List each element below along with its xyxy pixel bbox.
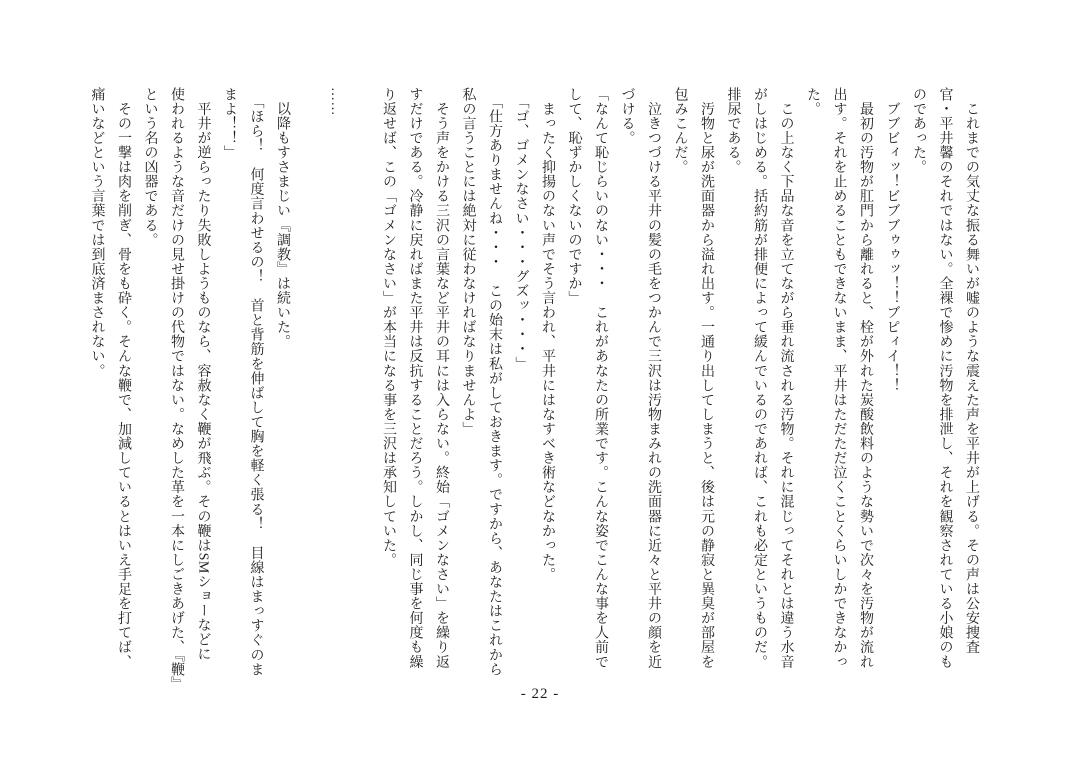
page-number: - 22 -	[520, 686, 560, 702]
text-line-14: づける。	[619, 87, 635, 146]
text-line-5: 最初の汚物が肛門から離れると、栓が外れた炭酸飲料のような勢いで次々を汚物が流れ	[858, 87, 873, 669]
text-line-23: り返せば、この「ゴメンなさい」が本当になる事を三沢は承知していた。	[381, 87, 396, 568]
text-line-22: すだけである。冷静に戻ればまた平井は反抗することだろう。しかし、同じ事を何度も繰	[407, 87, 423, 669]
text-line-27: 以降もすさまじい『調教』は続いた。	[275, 87, 290, 349]
text-line-28: 「ほら！ 何度言わせるの！ 首と背筋を伸ばして胸を軽く張る！ 目線はまっすぐのま	[248, 87, 264, 677]
text-line-29: まよ！！」	[222, 87, 237, 160]
text-line-6: 出す。それを止めることもできないまま、平井はただただ泣くことくらいしかできなかっ	[831, 87, 847, 669]
text-line-4: ブブビィッ！ビブブゥゥッ！！ブピィイ！！	[884, 87, 900, 393]
text-line-2: 官・平井馨のそれではない。全裸で惨めに汚物を排泄し、それを観察されている小娘のも	[937, 87, 953, 669]
text-line-15: 「なんて恥じらいのない・・・ これがあなたの所業です。こんな姿でこんな事を人前で	[593, 87, 608, 669]
text-line-18: 「ゴ、ゴメンなさい・・・グズッ・・・」	[513, 87, 529, 371]
text-line-31: 使われるような音だけの見せ掛けの代物ではない。なめした革を一本にしごきあげた、『鞭』	[169, 87, 184, 692]
text-line-20: 私の言うことには絶対に従わなければなりませんよ」	[460, 87, 476, 437]
text-line-16: して、恥ずかしくないのですか」	[566, 87, 582, 306]
blank-column	[295, 87, 322, 671]
text-line-7: た。	[805, 87, 820, 117]
blank-column	[348, 87, 375, 671]
text-line-19: 「仕方ありませんね・・・ この始末は私がしておきます。ですから、あなたはこれから	[487, 87, 502, 677]
text-line-3: のであった。	[911, 87, 926, 175]
text-line-10: 排尿である。	[725, 87, 741, 175]
text-line-1: これまでの気丈な振る舞いが嘘のような震えた声を平井が上げる。その声は公安捜査	[964, 87, 979, 655]
text-body	[79, 87, 984, 692]
text-line-21: そう声をかける三沢の言葉など平井の耳には入らない。終始「ゴメンなさい」を繰り返	[434, 87, 449, 669]
text-line-11: 汚物と尿が洗面器から溢れ出す。一通り出してしまうと、後は元の静寂と異臭が部屋を	[699, 87, 714, 669]
text-line-8: この上なく下品な音を立てながら垂れ流される汚物。それに混じってそれとは違う水音	[778, 87, 794, 669]
text-line-17: まったく抑揚のない声でそう言われ、平井にはなすべき術などなかった。	[540, 87, 555, 582]
text-line-25: ……	[328, 87, 343, 117]
text-line-12: 包みこんだ。	[672, 87, 688, 175]
text-line-34: 痛いなどという言葉では到底済まされない。	[89, 87, 105, 378]
text-line-30: 平井が逆らったり失敗しようものなら、容赦なく鞭が飛ぶ。その鞭はSMショーなどに	[195, 87, 211, 662]
text-line-9: がしはじめる。括約筋が排便によって緩んでいるのであれば、これも必定というものだ。	[752, 87, 767, 669]
text-line-33: その一撃は肉を削ぎ、骨をも砕く。そんな鞭で、加減しているとはいえ手足を打てば、	[116, 87, 131, 669]
text-line-13: 泣きつづける平井の髪の毛をつかんで三沢は汚物まみれの洗面器に近々と平井の顔を近	[646, 87, 661, 669]
text-line-32: という名の凶器である。	[142, 87, 158, 248]
